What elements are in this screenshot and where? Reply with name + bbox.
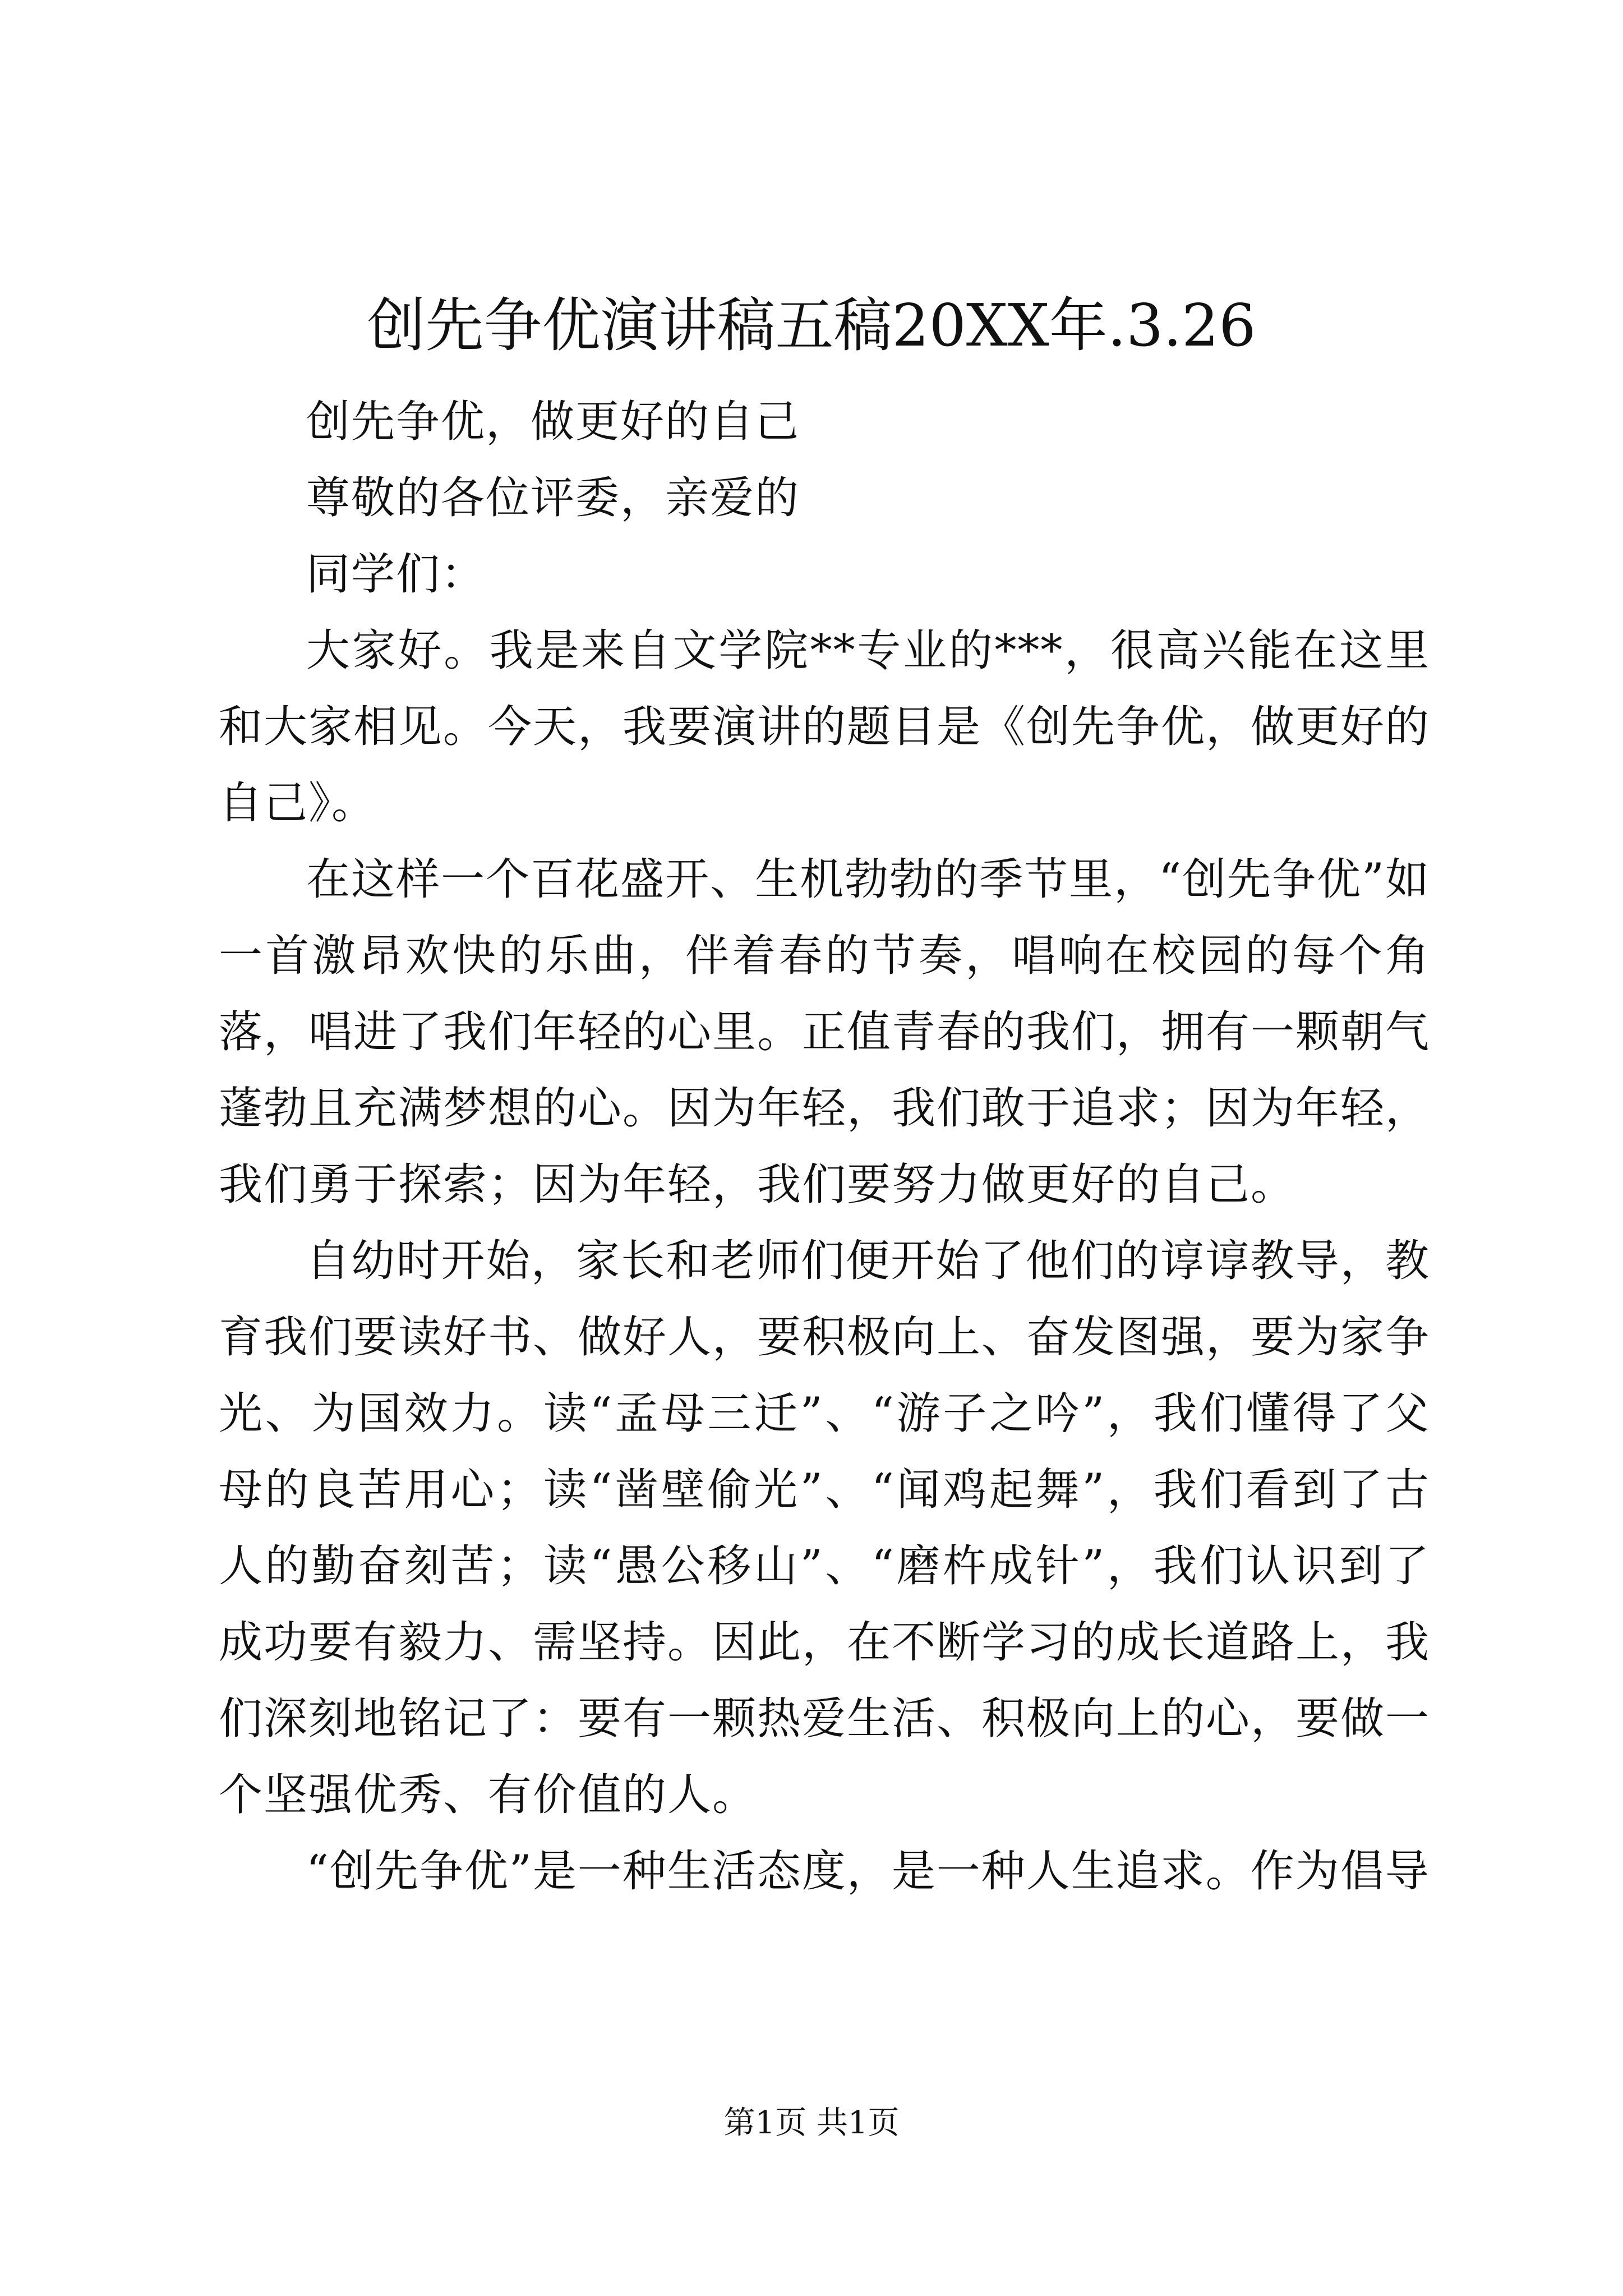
paragraph-attitude: “创先争优”是一种生活态度，是一种人生追求。作为倡导 [306, 1846, 1430, 1897]
paragraph-season: 在这样一个百花盛开、生机勃勃的季节里，“创先争优”如一首激昂欢快的乐曲，伴着春的节奏，唱响在校园的每个角落，唱进了我们年轻的心里。正值青春的我们，拥有一颗朝气蓬勃且充满梦想的心。因为年轻，我们敢于追求；因为年轻，我们勇于探索；因为年轻，我们要努力做更好的自己。 [219, 854, 1431, 1210]
document-body [219, 384, 1430, 1910]
paragraph-subtitle: 创先争优，做更好的自己 [306, 397, 800, 447]
paragraph-intro: 大家好。我是来自文学院**专业的***，很高兴能在这里和大家相见。今天，我要演讲的题目是《创先争优，做更好的自己》。 [219, 625, 1431, 829]
paragraph-salutation: 尊敬的各位评委，亲爱的 [306, 473, 800, 523]
paragraph-childhood: 自幼时开始，家长和老师们便开始了他们的谆谆教导，教育我们要读好书、做好人，要积极向上、奋发图强，要为家争光、为国效力。读“孟母三迁”、“游子之吟”，我们懂得了父母的良苦用心；读“凿壁偷光”、“闻鸡起舞”，我们看到了古人的勤奋刻苦；读“愚公移山”、“磨杵成针”，我们认识到了成功要有毅力、需坚持。因此，在不断学习的成长道路上，我们深刻地铭记了：要有一颗热爱生活、积极向上的心，要做一个坚强优秀、有价值的人。 [219, 1236, 1431, 1820]
page-footer: 第1页 共1页 [723, 2105, 900, 2141]
document-title: 创先争优演讲稿五稿20XX年.3.26 [367, 291, 1256, 360]
paragraph-salutation-cont: 同学们： [306, 549, 486, 600]
